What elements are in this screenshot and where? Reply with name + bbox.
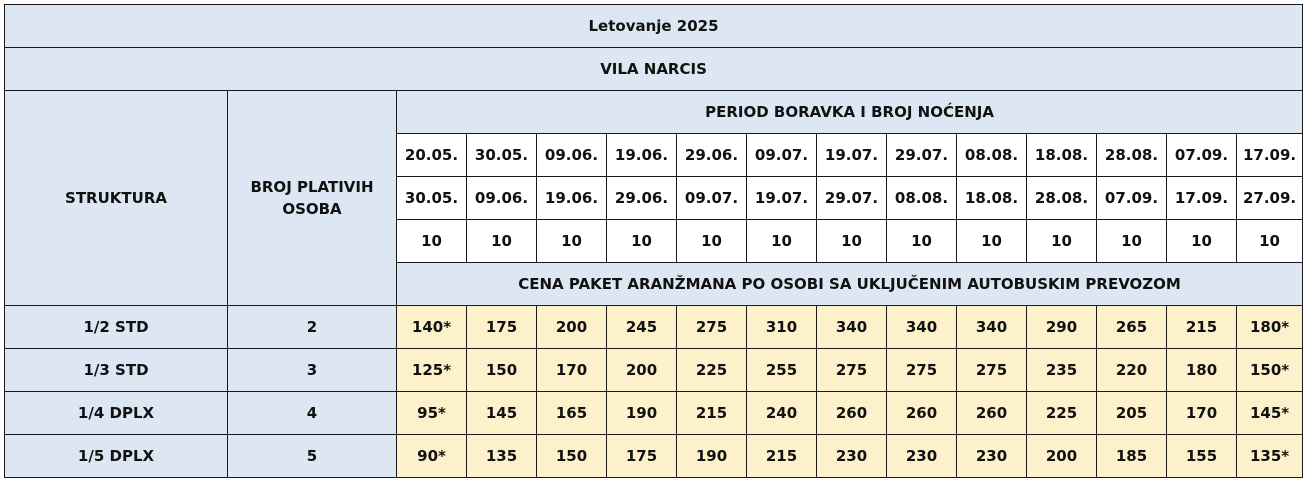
- price-cell: 125*: [397, 349, 467, 392]
- price-cell: 240: [747, 392, 817, 435]
- price-cell: 215: [677, 392, 747, 435]
- price-cell: 255: [747, 349, 817, 392]
- price-cell: 150: [467, 349, 537, 392]
- price-cell: 275: [887, 349, 957, 392]
- villa-name: VILA NARCIS: [5, 48, 1303, 91]
- structure-header: STRUKTURA: [5, 91, 228, 306]
- price-cell: 145: [467, 392, 537, 435]
- nights-count: 10: [677, 220, 747, 263]
- price-table-container: [4, 4, 1303, 478]
- period-header: PERIOD BORAVKA I BROJ NOĆENJA: [397, 91, 1303, 134]
- period-to-date: 19.06.: [537, 177, 607, 220]
- price-cell: 150: [537, 435, 607, 478]
- period-to-date: 09.07.: [677, 177, 747, 220]
- period-from-date: 17.09.: [1237, 134, 1303, 177]
- price-cell: 340: [887, 306, 957, 349]
- price-cell: 340: [957, 306, 1027, 349]
- price-cell: 185: [1097, 435, 1167, 478]
- period-from-date: 30.05.: [467, 134, 537, 177]
- price-cell: 230: [957, 435, 1027, 478]
- nights-count: 10: [1237, 220, 1303, 263]
- price-cell: 225: [677, 349, 747, 392]
- price-cell: 260: [817, 392, 887, 435]
- price-cell: 190: [677, 435, 747, 478]
- nights-count: 10: [607, 220, 677, 263]
- price-cell: 275: [677, 306, 747, 349]
- nights-count: 10: [1027, 220, 1097, 263]
- price-cell: 220: [1097, 349, 1167, 392]
- nights-count: 10: [397, 220, 467, 263]
- period-from-date: 19.06.: [607, 134, 677, 177]
- period-from-date: 09.07.: [747, 134, 817, 177]
- period-from-date: 08.08.: [957, 134, 1027, 177]
- paying-persons: 4: [228, 392, 397, 435]
- nights-count: 10: [747, 220, 817, 263]
- nights-count: 10: [957, 220, 1027, 263]
- price-cell: 235: [1027, 349, 1097, 392]
- price-cell: 170: [1167, 392, 1237, 435]
- nights-count: 10: [887, 220, 957, 263]
- room-structure: 1/5 DPLX: [5, 435, 228, 478]
- price-cell: 200: [607, 349, 677, 392]
- period-to-date: 29.07.: [817, 177, 887, 220]
- period-to-date: 28.08.: [1027, 177, 1097, 220]
- table-row: [5, 392, 1303, 435]
- table-row: [5, 435, 1303, 478]
- price-cell: 90*: [397, 435, 467, 478]
- price-cell: 165: [537, 392, 607, 435]
- price-cell: 275: [957, 349, 1027, 392]
- period-to-date: 30.05.: [397, 177, 467, 220]
- season-title: Letovanje 2025: [5, 5, 1303, 48]
- nights-count: 10: [467, 220, 537, 263]
- price-cell: 260: [957, 392, 1027, 435]
- price-cell: 180: [1167, 349, 1237, 392]
- price-cell: 265: [1097, 306, 1167, 349]
- period-to-date: 29.06.: [607, 177, 677, 220]
- period-from-date: 18.08.: [1027, 134, 1097, 177]
- price-cell: 260: [887, 392, 957, 435]
- period-from-date: 09.06.: [537, 134, 607, 177]
- period-from-date: 29.07.: [887, 134, 957, 177]
- paying-persons: 5: [228, 435, 397, 478]
- table-row: [5, 306, 1303, 349]
- price-cell: 245: [607, 306, 677, 349]
- table-row: [5, 349, 1303, 392]
- price-cell: 175: [607, 435, 677, 478]
- price-cell: 95*: [397, 392, 467, 435]
- price-table: [4, 4, 1303, 478]
- period-to-date: 08.08.: [887, 177, 957, 220]
- price-table-body: [5, 5, 1303, 478]
- period-from-date: 19.07.: [817, 134, 887, 177]
- nights-count: 10: [1167, 220, 1237, 263]
- price-cell: 310: [747, 306, 817, 349]
- period-to-date: 18.08.: [957, 177, 1027, 220]
- period-to-date: 19.07.: [747, 177, 817, 220]
- period-to-date: 17.09.: [1167, 177, 1237, 220]
- price-cell: 225: [1027, 392, 1097, 435]
- price-cell: 215: [1167, 306, 1237, 349]
- price-cell: 150*: [1237, 349, 1303, 392]
- price-cell: 230: [887, 435, 957, 478]
- room-structure: 1/4 DPLX: [5, 392, 228, 435]
- period-from-date: 29.06.: [677, 134, 747, 177]
- period-from-date: 07.09.: [1167, 134, 1237, 177]
- period-from-date: 20.05.: [397, 134, 467, 177]
- nights-count: 10: [817, 220, 887, 263]
- price-cell: 155: [1167, 435, 1237, 478]
- period-to-date: 07.09.: [1097, 177, 1167, 220]
- price-cell: 170: [537, 349, 607, 392]
- price-cell: 205: [1097, 392, 1167, 435]
- price-cell: 230: [817, 435, 887, 478]
- paying-persons: 3: [228, 349, 397, 392]
- nights-count: 10: [537, 220, 607, 263]
- price-cell: 200: [1027, 435, 1097, 478]
- price-cell: 135: [467, 435, 537, 478]
- price-header: CENA PAKET ARANŽMANA PO OSOBI SA UKLJUČENIM AUTOBUSKIM PREVOZOM: [397, 263, 1303, 306]
- price-cell: 190: [607, 392, 677, 435]
- price-cell: 200: [537, 306, 607, 349]
- price-cell: 175: [467, 306, 537, 349]
- period-to-date: 09.06.: [467, 177, 537, 220]
- price-cell: 180*: [1237, 306, 1303, 349]
- price-cell: 275: [817, 349, 887, 392]
- price-cell: 215: [747, 435, 817, 478]
- room-structure: 1/3 STD: [5, 349, 228, 392]
- nights-count: 10: [1097, 220, 1167, 263]
- price-cell: 140*: [397, 306, 467, 349]
- period-to-date: 27.09.: [1237, 177, 1303, 220]
- period-from-date: 28.08.: [1097, 134, 1167, 177]
- price-cell: 145*: [1237, 392, 1303, 435]
- persons-header: BROJ PLATIVIH OSOBA: [228, 91, 397, 306]
- room-structure: 1/2 STD: [5, 306, 228, 349]
- price-cell: 290: [1027, 306, 1097, 349]
- paying-persons: 2: [228, 306, 397, 349]
- price-cell: 135*: [1237, 435, 1303, 478]
- price-cell: 340: [817, 306, 887, 349]
